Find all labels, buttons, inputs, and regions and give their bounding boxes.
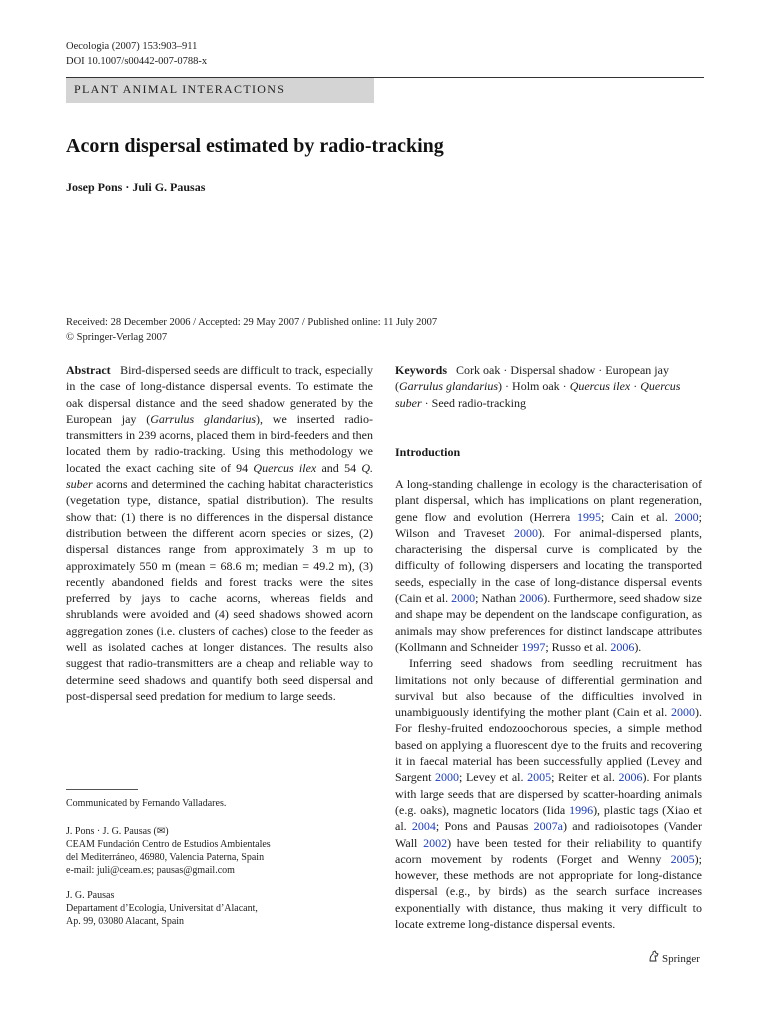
paragraph-text: ) have been tested for their reliability to quantify acorn movement by rodents (Forget and Wenny — [395, 835, 703, 866]
citation-link[interactable]: 2006 — [610, 639, 635, 654]
publisher-mark — [648, 950, 700, 966]
affiliation-org: Departament d’Ecologia, Universitat d’Alacant, — [66, 903, 258, 914]
paragraph-text: ; Russo et al. — [545, 639, 611, 654]
affiliation-names-close: ) — [165, 826, 169, 837]
date-line: Received: 28 December 2006 / Accepted: 29 May 2007 / Published online: 11 July 2007 — [66, 317, 438, 328]
affiliation-names: J. G. Pausas — [66, 890, 115, 901]
keyword-species: Quercus suber — [395, 379, 681, 410]
affiliation-names — [66, 825, 271, 838]
doi-line[interactable]: DOI 10.1007/s00442-007-0788-x — [66, 56, 208, 67]
paragraph-text: ). For fleshy-fruited endozoochorous species, a simple method based on applying a fluorescent dye to the fruits and recovering it in faecal material has been successfully applied (Levey and Sargent — [395, 705, 702, 785]
publisher-name: Springer — [662, 953, 700, 965]
keyword-text: · — [630, 379, 641, 394]
citation-link[interactable]: 1996 — [569, 802, 594, 817]
envelope-icon: ✉ — [156, 826, 166, 837]
affiliation-names-text: J. Pons · J. G. Pausas ( — [66, 826, 157, 837]
paragraph-text: ) and radioisotopes (Vander Wall — [395, 819, 702, 850]
section-label: PLANT ANIMAL INTERACTIONS — [74, 82, 286, 96]
citation-link[interactable]: 2007a — [533, 819, 563, 834]
paragraph-text: ; Reiter et al. — [551, 770, 619, 785]
paragraph-text: ), plastic tags (Xiao et al. — [395, 802, 702, 834]
paragraph-text: ; Pons and Pausas — [435, 819, 534, 834]
keywords-label: Keywords — [395, 363, 447, 377]
paragraph-text: ); however, these methods are not appropriate for long-distance dispersal (e.g., by birds) as the search surface increases exponentially with distance, thus making it very difficult to locate extreme long-distance dispersal events. — [395, 851, 702, 932]
affiliation-email[interactable]: e-mail: juli@ceam.es; pausas@gmail.com — [66, 865, 235, 876]
abstract-text: acorns and determined the caching habitat characteristics (vegetation type, distance, spatial distribution). The results show that: (1) there is no differences in the dispersal distance distribution between the different acorn species or sizes, (2) dispersal distances range from approximately 3 m up to approximately 550 m (mean = 68.6 m; median = 49.2 m), (3) recently abandoned fields and forest tracks were the sites preferred by jays to cache acorns, whereas fields and shrublands were avoided and (4) seed shadows showed acorn aggregation zones (i.e. clusters of caches) close to the feeder as well as isolated caches at longer distances. The results also suggest that radio-transmitters are a cheap and reliable way to determine seed shadows and quantify both seed dispersal and post-dispersal seed predation for medium to large seeds. — [66, 477, 373, 703]
affiliation-org: CEAM Fundación Centro de Estudios Ambientales — [66, 839, 271, 850]
species-name: Quercus ilex — [253, 460, 317, 475]
citation-link[interactable]: 2005 — [670, 851, 695, 866]
citation-link[interactable]: 2000 — [674, 509, 699, 524]
citation-link[interactable]: 2000 — [435, 770, 460, 785]
abstract-text: Bird-dispersed seeds are difficult to track, especially in the case of long-distance dispersal events. To estimate the oak dispersal distance and the seed shadow generated by the European jay ( — [66, 363, 373, 426]
citation-link[interactable]: 2000 — [671, 705, 695, 720]
paragraph-text: ; Cain et al. — [601, 509, 675, 524]
introduction-paragraph-1 — [395, 476, 702, 655]
paragraph-text: ; Nathan — [475, 591, 520, 606]
author-list: Josep Pons · Juli G. Pausas — [66, 180, 206, 194]
paragraph-text: ). Furthermore, seed shadow size and shape may be dependent on the landscape configuration, as animals may show preferences for distinct landscape attributes (Kollmann and Schneider — [395, 591, 702, 654]
author-affiliation-1 — [66, 825, 271, 877]
paragraph-text: Inferring seed shadows from seedling recruitment has limitations not only because of differential germination and survival but also because of the difficulties involved in unambiguously identifying the mother plant (Cain et al. — [395, 656, 702, 720]
keyword-text: ) · Holm oak · — [498, 379, 570, 394]
author-affiliation-2 — [66, 889, 258, 928]
publication-history — [66, 315, 437, 345]
citation-link[interactable]: 2004 — [411, 819, 436, 834]
paragraph-text: ; Wilson and Traveset — [395, 509, 702, 540]
introduction-paragraph-2 — [395, 655, 702, 932]
citation-link[interactable]: 2002 — [423, 835, 448, 850]
article-title: Acorn dispersal estimated by radio-tracking — [66, 135, 444, 157]
abstract — [66, 362, 373, 704]
citation-link[interactable]: 2005 — [527, 770, 552, 785]
footnote-rule — [66, 789, 138, 790]
abstract-text: ), we inserted radio-transmitters in 239 acorns, placed them in bird-feeders and then located them by radio-tracking. Using this methodology we located the exact caching site of 94 — [66, 411, 373, 475]
species-name: Q. suber — [66, 460, 373, 492]
paragraph-text: ; Levey et al. — [459, 770, 528, 785]
citation-link[interactable]: 1995 — [577, 509, 602, 524]
introduction-body — [395, 476, 702, 932]
paragraph-text: ). For plants with large seeds that are dispersed by scatter-hoarding animals (e.g. oaks), magnetic locators (Iida — [395, 770, 702, 817]
abstract-label: Abstract — [66, 363, 111, 377]
citation-link[interactable]: 1997 — [521, 639, 546, 654]
species-name: Garrulus glandarius — [150, 411, 257, 426]
citation-link[interactable]: 2006 — [618, 770, 643, 785]
journal-issue-line: Oecologia (2007) 153:903–911 — [66, 41, 198, 52]
paragraph-text: ). For animal-dispersed plants, characterising the dispersal curve is complicated by the difficulty of following dispersers and locating the transported seeds, especially in the case of long-distance dispersal events (Cain et al. — [395, 525, 702, 606]
introduction-heading: Introduction — [395, 445, 461, 459]
springer-horse-icon — [648, 950, 659, 966]
communicated-by: Communicated by Fernando Valladares. — [66, 798, 227, 809]
paragraph-text: ). — [634, 639, 642, 654]
keyword-text: Cork oak · Dispersal shadow · European jay ( — [395, 363, 669, 394]
affiliation-address: del Mediterráneo, 46980, Valencia Paterna, Spain — [66, 852, 265, 863]
keyword-species: Quercus ilex — [569, 379, 631, 394]
citation-link[interactable]: 2000 — [513, 525, 538, 540]
keyword-text: · Seed radio-tracking — [421, 395, 526, 410]
journal-citation — [66, 39, 207, 69]
citation-link[interactable]: 2000 — [451, 591, 476, 606]
citation-link[interactable]: 2006 — [519, 591, 544, 606]
keyword-species: Garrulus glandarius — [399, 379, 499, 394]
keywords — [395, 362, 702, 411]
affiliation-address: Ap. 99, 03080 Alacant, Spain — [66, 916, 185, 927]
paragraph-text: A long-standing challenge in ecology is the characterisation of plant dispersal, which has implications on plant regeneration, gene flow and evolution (Herrera — [395, 477, 702, 524]
abstract-text: and 54 — [316, 460, 362, 475]
copyright-line: © Springer-Verlag 2007 — [66, 332, 168, 343]
